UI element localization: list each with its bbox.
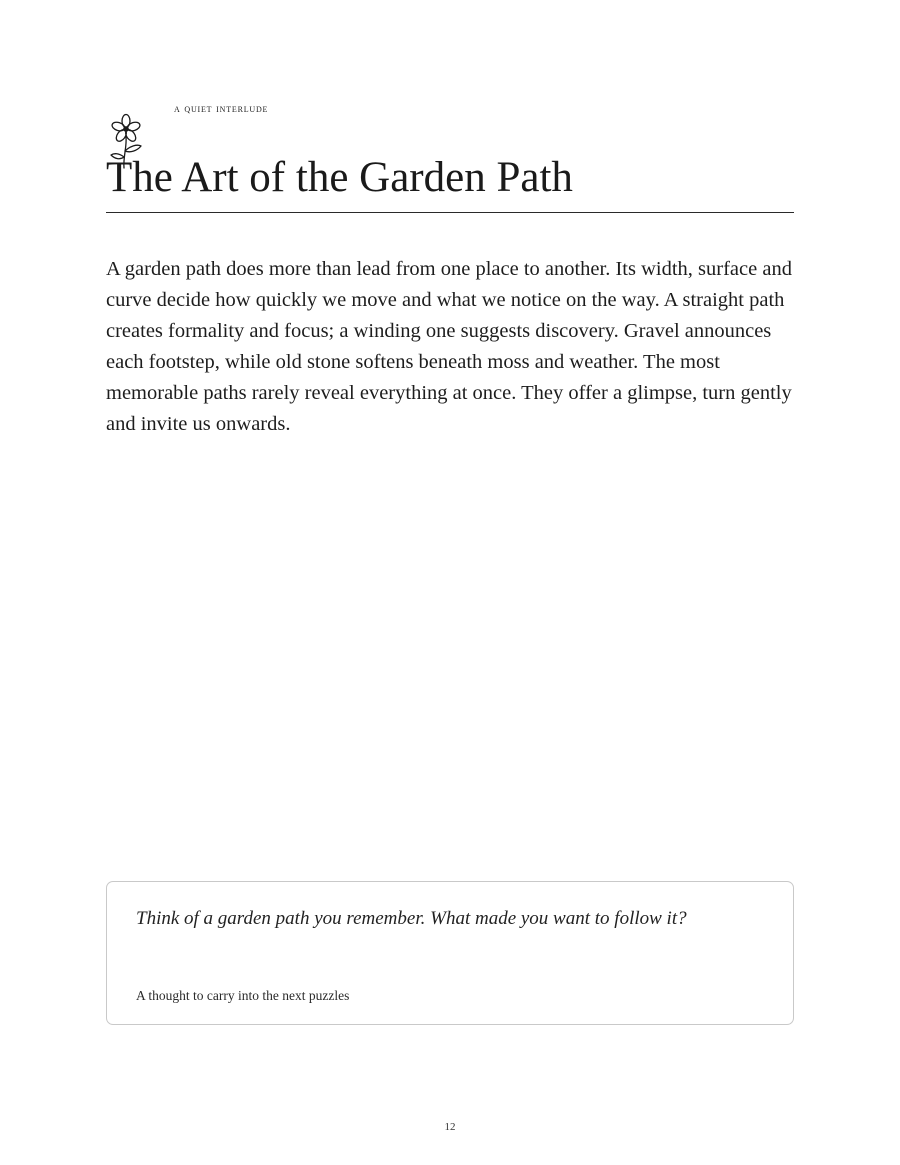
- reflection-box: [106, 881, 794, 1025]
- page-title: The Art of the Garden Path: [106, 154, 573, 201]
- page-number: 12: [444, 1121, 456, 1133]
- reflection-question: Think of a garden path you remember. What made you want to follow it?: [136, 908, 687, 929]
- title-divider: [106, 212, 794, 213]
- section-kicker: a quiet interlude: [174, 101, 269, 115]
- body-paragraph: A garden path does more than lead from one place to another. Its width, surface and curve decide how quickly we move and what we notice on the way. A straight path creates formality and focus; a winding one suggests discovery. Gravel announces each footstep, while old stone softens beneath moss and weather. The most memorable paths rarely reveal everything at once. They offer a glimpse, turn gently and invite us onwards.: [106, 258, 792, 435]
- reflection-caption: A thought to carry into the next puzzles: [136, 988, 350, 1003]
